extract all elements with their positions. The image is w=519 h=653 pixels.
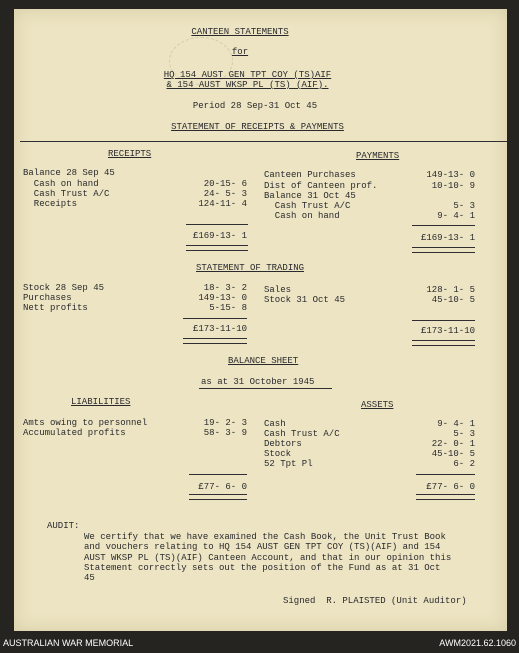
receipt-amount: 124-11- 4 — [198, 199, 247, 209]
archive-footer — [0, 633, 519, 653]
audit-text-line: Statement correctly sets out the position of the Fund as at 31 Oct — [84, 563, 441, 573]
assets-title: ASSETS — [361, 400, 394, 410]
liability-amount: 19- 2- 3 — [203, 418, 247, 428]
payments-title: PAYMENTS — [356, 151, 400, 161]
trading-left-label: Purchases — [23, 293, 72, 303]
archive-name: AUSTRALIAN WAR MEMORIAL — [3, 638, 134, 648]
receipts-total: £169-13- 1 — [192, 231, 247, 241]
payment-label: Balance 31 Oct 45 — [264, 191, 356, 201]
trading-right-label: Stock 31 Oct 45 — [264, 295, 346, 305]
trading-left-total: £173-11-10 — [192, 324, 247, 334]
payments-total: £169-13- 1 — [420, 233, 475, 243]
audit-text-line: We certify that we have examined the Cash Book, the Unit Trust Book — [84, 532, 446, 542]
trading-right-amount: 128- 1- 5 — [426, 285, 475, 295]
trading-left-amount: 149-13- 0 — [198, 293, 247, 303]
archive-reference: AWM2021.62.1060 — [439, 638, 516, 648]
total-double-rule — [189, 494, 247, 500]
liability-label: Amts owing to personnel — [23, 418, 148, 428]
total-double-rule — [416, 494, 475, 500]
asset-amount: 45-10- 5 — [431, 449, 475, 459]
trading-right-total: £173-11-10 — [420, 326, 475, 336]
payment-amount: 149-13- 0 — [426, 170, 475, 180]
trading-right-amount: 45-10- 5 — [431, 295, 475, 305]
audit-text-line: and vouchers relating to HQ 154 AUST GEN TPT COY (TS)(AIF) and 154 — [84, 542, 441, 552]
total-double-rule — [183, 338, 247, 344]
auditor-signature: Signed R. PLAISTED (Unit Auditor) — [283, 596, 467, 606]
asset-label: Stock — [264, 449, 292, 459]
subtotal-rule — [186, 224, 248, 225]
subtotal-rule — [412, 225, 475, 226]
asset-amount: 22- 0- 1 — [431, 439, 475, 449]
period-line: Period 28 Sep-31 Oct 45 — [192, 101, 318, 111]
trading-left-label: Nett profits — [23, 303, 88, 313]
payment-label: Canteen Purchases — [264, 170, 356, 180]
receipt-label: Cash on hand — [23, 179, 99, 189]
receipt-amount: 24- 5- 3 — [203, 189, 247, 199]
unit-line-1: HQ 154 AUST GEN TPT COY (TS)AIF — [163, 70, 332, 80]
trading-right-label: Sales — [264, 285, 292, 295]
audit-label: AUDIT: — [47, 521, 80, 531]
receipt-label: Receipts — [23, 199, 78, 209]
trading-title: STATEMENT OF TRADING — [196, 263, 305, 273]
trading-left-amount: 5-15- 8 — [209, 303, 247, 313]
payment-label: Dist of Canteen prof. — [264, 181, 378, 191]
balance-sheet-title: BALANCE SHEET — [228, 356, 299, 366]
assets-total: £77- 6- 0 — [426, 482, 475, 492]
total-double-rule — [412, 247, 475, 253]
asset-amount: 9- 4- 1 — [437, 419, 475, 429]
trading-left-amount: 18- 3- 2 — [203, 283, 247, 293]
audit-text-line: 45 — [84, 573, 95, 583]
asset-label: Cash — [264, 419, 286, 429]
payment-amount: 10-10- 9 — [431, 181, 475, 191]
receipts-title: RECEIPTS — [108, 149, 152, 159]
liabilities-total: £77- 6- 0 — [198, 482, 247, 492]
subtotal-rule — [189, 474, 247, 475]
asset-amount: 5- 3 — [453, 429, 475, 439]
for-line: for — [231, 47, 249, 57]
asset-label: 52 Tpt Pl — [264, 459, 313, 469]
subtotal-rule — [183, 318, 247, 319]
asset-label: Cash Trust A/C — [264, 429, 340, 439]
total-double-rule — [186, 245, 248, 251]
unit-line-2: & 154 AUST WKSP PL (TS) (AIF). — [166, 80, 329, 90]
section-divider — [20, 141, 507, 142]
receipt-label: Cash Trust A/C — [23, 189, 110, 199]
date-underline — [199, 388, 332, 389]
audit-text-line: AUST WKSP PL (TS)(AIF) Canteen Account, and that in our opinion this — [84, 553, 452, 563]
receipt-label: Balance 28 Sep 45 — [23, 168, 115, 178]
payment-amount: 5- 3 — [453, 201, 475, 211]
liability-label: Accumulated profits — [23, 428, 126, 438]
receipt-amount: 20-15- 6 — [203, 179, 247, 189]
total-double-rule — [412, 340, 475, 346]
receipts-payments-heading: STATEMENT OF RECEIPTS & PAYMENTS — [171, 122, 344, 132]
balance-sheet-date: as at 31 October 1945 — [201, 377, 315, 387]
subtotal-rule — [412, 320, 475, 321]
subtotal-rule — [416, 474, 475, 475]
asset-amount: 6- 2 — [453, 459, 475, 469]
payment-amount: 9- 4- 1 — [437, 211, 475, 221]
document-title: CANTEEN STATEMENTS — [191, 27, 289, 37]
liability-amount: 58- 3- 9 — [203, 428, 247, 438]
liabilities-title: LIABILITIES — [71, 397, 131, 407]
trading-left-label: Stock 28 Sep 45 — [23, 283, 105, 293]
asset-label: Debtors — [264, 439, 302, 449]
payment-label: Cash Trust A/C — [264, 201, 351, 211]
payment-label: Cash on hand — [264, 211, 340, 221]
